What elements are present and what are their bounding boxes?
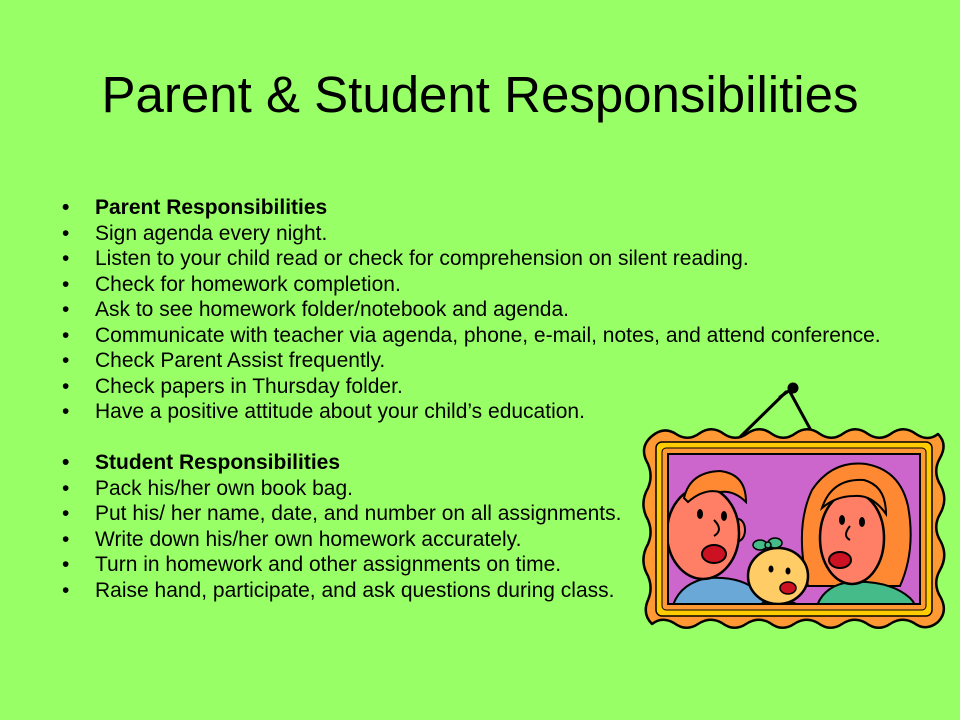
- student-heading: • Student Responsibilities: [95, 450, 881, 476]
- parent-heading: • Parent Responsibilities: [95, 195, 881, 221]
- parent-item: • Listen to your child read or check for comprehension on silent reading.: [95, 246, 881, 272]
- student-item: • Pack his/her own book bag.: [95, 476, 881, 502]
- right-adult-mouth: [829, 552, 851, 568]
- child-eye: [786, 568, 791, 575]
- parent-item: • Check Parent Assist frequently.: [95, 348, 881, 374]
- student-item: • Put his/ her name, date, and number on all assignments.: [95, 501, 881, 527]
- child-face: [748, 548, 808, 604]
- left-adult-face: [667, 487, 739, 579]
- parent-item: • Have a positive attitude about your child’s education.: [95, 399, 881, 425]
- right-adult-eye: [859, 517, 865, 527]
- parent-item: • Check for homework completion.: [95, 272, 881, 298]
- parent-item: • Check papers in Thursday folder.: [95, 374, 881, 400]
- parent-item: • Communicate with teacher via agenda, phone, e-mail, notes, and attend conference.: [95, 323, 881, 349]
- student-item: • Turn in homework and other assignments on time.: [95, 552, 881, 578]
- right-adult-face: [820, 492, 884, 584]
- child-eye: [769, 566, 774, 573]
- left-adult-mouth: [702, 545, 726, 563]
- parent-item: • Sign agenda every night.: [95, 221, 881, 247]
- right-adult-eye: [839, 515, 845, 525]
- child-mouth: [780, 582, 796, 594]
- parent-item: • Ask to see homework folder/notebook and agenda.: [95, 297, 881, 323]
- student-item: • Write down his/her own homework accurately.: [95, 527, 881, 553]
- left-adult-eye: [697, 509, 703, 519]
- nail-icon: [780, 383, 799, 398]
- student-item: • Raise hand, participate, and ask questions during class.: [95, 578, 881, 604]
- slide-title: Parent & Student Responsibilities: [101, 66, 859, 123]
- family-portrait-clipart: [628, 378, 953, 636]
- left-adult-eye: [721, 511, 727, 521]
